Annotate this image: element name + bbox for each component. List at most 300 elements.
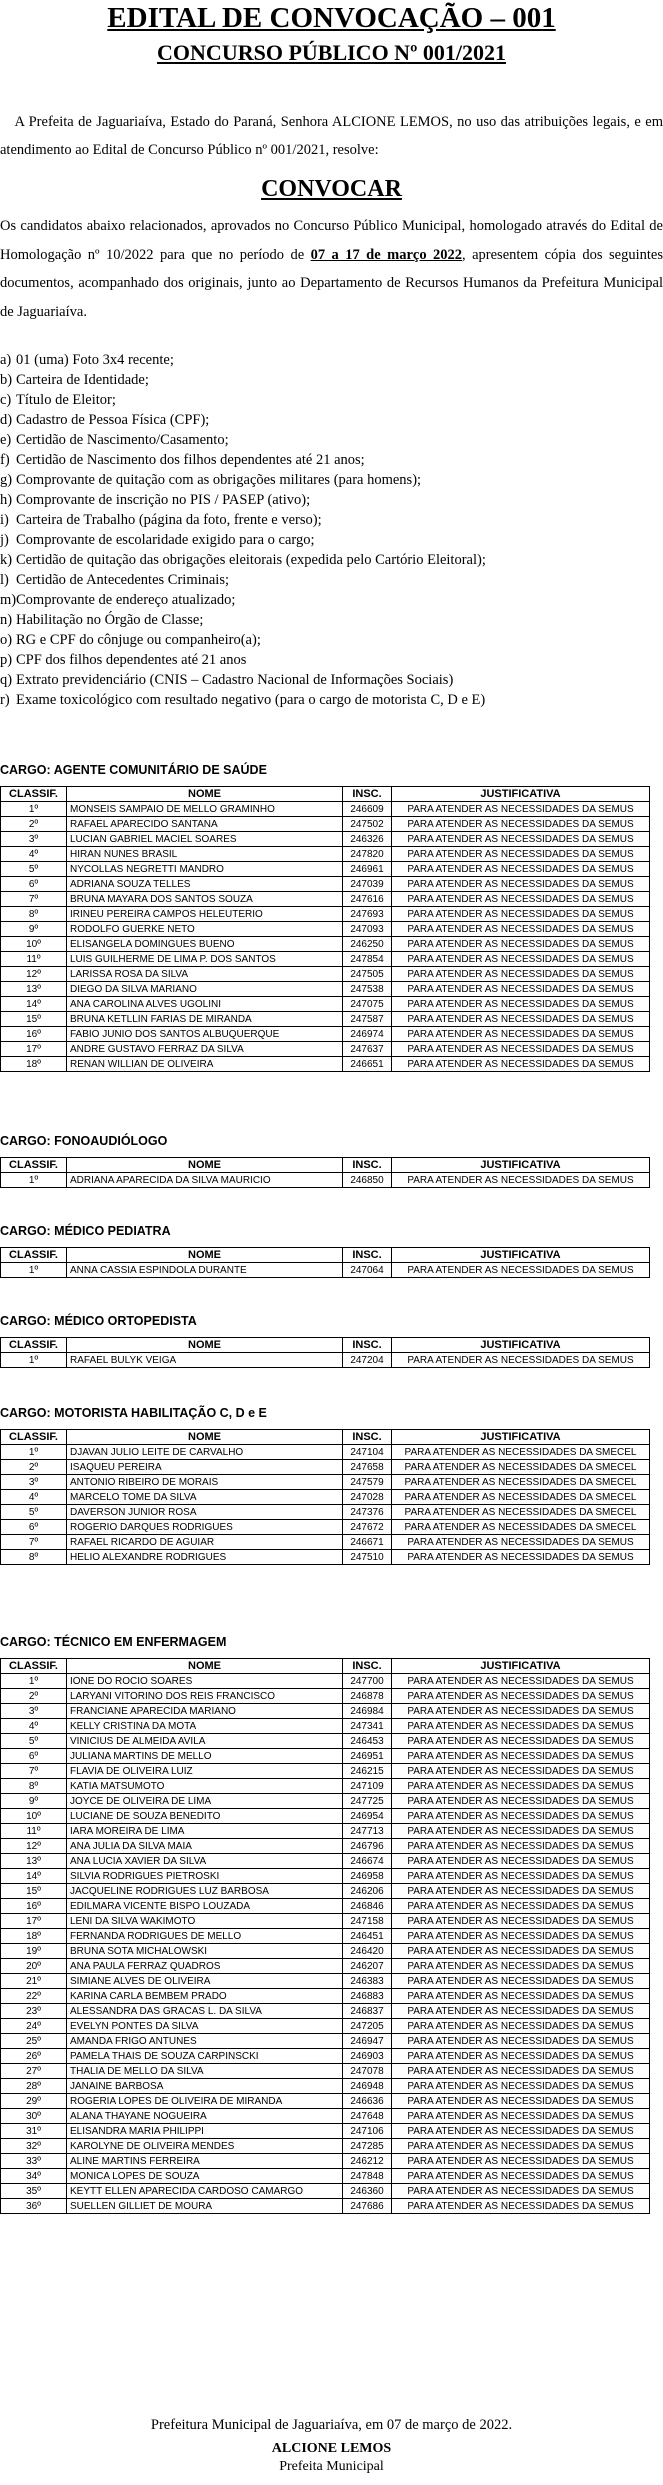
intro-paragraph (0, 108, 663, 164)
document-letter: k) (0, 552, 13, 568)
justificativa-cell: PARA ATENDER AS NECESSIDADES DA SEMUS (392, 1353, 650, 1368)
classif-cell: 10º (1, 1809, 67, 1824)
document-letter: o) (0, 632, 13, 648)
document-letter: e) (0, 432, 12, 448)
cargo-title: CARGO: TÉCNICO EM ENFERMAGEM (0, 1635, 227, 1649)
insc-cell: 247713 (343, 1824, 392, 1839)
classif-cell: 34º (1, 2169, 67, 2184)
insc-cell: 246360 (343, 2184, 392, 2199)
closing-line: Prefeitura Municipal de Jaguariaíva, em 07 de março de 2022. (150, 2417, 513, 2433)
insc-cell: 247376 (343, 1505, 392, 1520)
document-item (0, 450, 663, 470)
justificativa-cell: PARA ATENDER AS NECESSIDADES DA SMECEL (392, 1505, 650, 1520)
column-header: CLASSIF. (1, 1338, 67, 1353)
insc-cell: 247510 (343, 1550, 392, 1565)
insc-cell: 247109 (343, 1779, 392, 1794)
insc-cell: 247078 (343, 2064, 392, 2079)
cargo-title: CARGO: MÉDICO PEDIATRA (0, 1224, 171, 1238)
classif-cell: 13º (1, 1854, 67, 1869)
table-row (1, 1959, 650, 1974)
insc-cell: 247725 (343, 1794, 392, 1809)
table-row (1, 1899, 650, 1914)
classif-cell: 30º (1, 2109, 67, 2124)
insc-cell: 247205 (343, 2019, 392, 2034)
document-letter: l) (0, 572, 9, 588)
classif-cell: 26º (1, 2049, 67, 2064)
justificativa-cell: PARA ATENDER AS NECESSIDADES DA SEMUS (392, 802, 650, 817)
name-cell: ROGERIA LOPES DE OLIVEIRA DE MIRANDA (67, 2094, 343, 2109)
name-cell: HELIO ALEXANDRE RODRIGUES (67, 1550, 343, 1565)
document-item (0, 590, 663, 610)
justificativa-cell: PARA ATENDER AS NECESSIDADES DA SEMUS (392, 1057, 650, 1072)
document-item (0, 570, 663, 590)
table-row (1, 1869, 650, 1884)
insc-cell: 246215 (343, 1764, 392, 1779)
name-cell: FLAVIA DE OLIVEIRA LUIZ (67, 1764, 343, 1779)
table-row (1, 2184, 650, 2199)
document-text: 01 (uma) Foto 3x4 recente; (16, 352, 174, 368)
candidates-table (0, 1658, 650, 2214)
name-cell: ANTONIO RIBEIRO DE MORAIS (67, 1475, 343, 1490)
document-letter: c) (0, 392, 12, 408)
cargo-section (0, 762, 663, 1072)
insc-cell: 246878 (343, 1689, 392, 1704)
name-cell: ANDRE GUSTAVO FERRAZ DA SILVA (67, 1042, 343, 1057)
justificativa-cell: PARA ATENDER AS NECESSIDADES DA SEMUS (392, 1944, 650, 1959)
document-letter: m) (0, 592, 17, 608)
name-cell: JOYCE DE OLIVEIRA DE LIMA (67, 1794, 343, 1809)
insc-cell: 246903 (343, 2049, 392, 2064)
name-cell: RODOLFO GUERKE NETO (67, 922, 343, 937)
document-text: Certidão de Nascimento/Casamento; (16, 432, 229, 448)
cargo-section (0, 1405, 663, 1565)
justificativa-cell: PARA ATENDER AS NECESSIDADES DA SEMUS (392, 2049, 650, 2064)
table-row (1, 1779, 650, 1794)
classif-cell: 28º (1, 2079, 67, 2094)
justificativa-cell: PARA ATENDER AS NECESSIDADES DA SMECEL (392, 1490, 650, 1505)
classif-cell: 25º (1, 2034, 67, 2049)
insc-cell: 246609 (343, 802, 392, 817)
justificativa-cell: PARA ATENDER AS NECESSIDADES DA SEMUS (392, 862, 650, 877)
document-item (0, 670, 663, 690)
justificativa-cell: PARA ATENDER AS NECESSIDADES DA SEMUS (392, 2169, 650, 2184)
document-letter: q) (0, 672, 13, 688)
document-item (0, 370, 663, 390)
insc-cell: 247658 (343, 1460, 392, 1475)
table-row (1, 952, 650, 967)
name-cell: ALANA THAYANE NOGUEIRA (67, 2109, 343, 2124)
justificativa-cell: PARA ATENDER AS NECESSIDADES DA SEMUS (392, 2034, 650, 2049)
classif-cell: 21º (1, 1974, 67, 1989)
justificativa-cell: PARA ATENDER AS NECESSIDADES DA SEMUS (392, 1959, 650, 1974)
insc-cell: 246207 (343, 1959, 392, 1974)
page-subtitle: CONCURSO PÚBLICO Nº 001/2021 (157, 40, 506, 65)
name-cell: ADRIANA SOUZA TELLES (67, 877, 343, 892)
document-text: Extrato previdenciário (CNIS – Cadastro Nacional de Informações Sociais) (16, 672, 454, 688)
name-cell: JANAINE BARBOSA (67, 2079, 343, 2094)
column-header: CLASSIF. (1, 1248, 67, 1263)
insc-cell: 246984 (343, 1704, 392, 1719)
table-row (1, 1674, 650, 1689)
cargo-title: CARGO: AGENTE COMUNITÁRIO DE SAÚDE (0, 763, 267, 777)
justificativa-cell: PARA ATENDER AS NECESSIDADES DA SMECEL (392, 1445, 650, 1460)
signature-name: ALCIONE LEMOS (271, 2441, 392, 2456)
classif-cell: 1º (1, 1674, 67, 1689)
table-row (1, 1974, 650, 1989)
justificativa-cell: PARA ATENDER AS NECESSIDADES DA SEMUS (392, 1042, 650, 1057)
column-header: JUSTIFICATIVA (392, 1338, 650, 1353)
justificativa-cell: PARA ATENDER AS NECESSIDADES DA SEMUS (392, 1027, 650, 1042)
table-row (1, 2094, 650, 2109)
justificativa-cell: PARA ATENDER AS NECESSIDADES DA SEMUS (392, 2109, 650, 2124)
insc-cell: 247505 (343, 967, 392, 982)
candidates-table (0, 1337, 650, 1368)
justificativa-cell: PARA ATENDER AS NECESSIDADES DA SEMUS (392, 1884, 650, 1899)
table-row (1, 907, 650, 922)
table-row (1, 1929, 650, 1944)
document-item (0, 470, 663, 490)
insc-cell: 247093 (343, 922, 392, 937)
justificativa-cell: PARA ATENDER AS NECESSIDADES DA SEMUS (392, 937, 650, 952)
table-row (1, 2049, 650, 2064)
column-header: NOME (67, 1338, 343, 1353)
name-cell: KEYTT ELLEN APARECIDA CARDOSO CAMARGO (67, 2184, 343, 2199)
classif-cell: 23º (1, 2004, 67, 2019)
column-header: CLASSIF. (1, 1659, 67, 1674)
insc-cell: 247637 (343, 1042, 392, 1057)
table-row (1, 1173, 650, 1188)
justificativa-cell: PARA ATENDER AS NECESSIDADES DA SEMUS (392, 1749, 650, 1764)
document-item (0, 430, 663, 450)
classif-cell: 3º (1, 832, 67, 847)
table-row (1, 802, 650, 817)
insc-cell: 246947 (343, 2034, 392, 2049)
table-row (1, 2064, 650, 2079)
justificativa-cell: PARA ATENDER AS NECESSIDADES DA SEMUS (392, 1719, 650, 1734)
classif-cell: 6º (1, 1749, 67, 1764)
name-cell: KELLY CRISTINA DA MOTA (67, 1719, 343, 1734)
name-cell: VINICIUS DE ALMEIDA AVILA (67, 1734, 343, 1749)
insc-cell: 247700 (343, 1674, 392, 1689)
document-letter: g) (0, 472, 13, 488)
classif-cell: 6º (1, 877, 67, 892)
table-header-row (1, 1430, 650, 1445)
table-row (1, 847, 650, 862)
document-text: Comprovante de quitação com as obrigações militares (para homens); (16, 472, 422, 488)
column-header: JUSTIFICATIVA (392, 1659, 650, 1674)
document-text: Habilitação no Órgão de Classe; (16, 612, 204, 628)
document-item (0, 650, 663, 670)
classif-cell: 5º (1, 1505, 67, 1520)
table-row (1, 832, 650, 847)
column-header: INSC. (343, 787, 392, 802)
cargo-title: CARGO: MOTORISTA HABILITAÇÃO C, D e E (0, 1406, 267, 1420)
document-item (0, 390, 663, 410)
name-cell: EDILMARA VICENTE BISPO LOUZADA (67, 1899, 343, 1914)
insc-cell: 246651 (343, 1057, 392, 1072)
name-cell: ANA LUCIA XAVIER DA SILVA (67, 1854, 343, 1869)
justificativa-cell: PARA ATENDER AS NECESSIDADES DA SEMUS (392, 1854, 650, 1869)
justificativa-cell: PARA ATENDER AS NECESSIDADES DA SEMUS (392, 982, 650, 997)
document-letter: f) (0, 452, 10, 468)
cargo-title: CARGO: MÉDICO ORTOPEDISTA (0, 1314, 197, 1328)
table-row (1, 817, 650, 832)
insc-cell: 247820 (343, 847, 392, 862)
insc-cell: 246636 (343, 2094, 392, 2109)
name-cell: LUCIAN GABRIEL MACIEL SOARES (67, 832, 343, 847)
justificativa-cell: PARA ATENDER AS NECESSIDADES DA SEMUS (392, 1869, 650, 1884)
classif-cell: 17º (1, 1914, 67, 1929)
name-cell: LENI DA SILVA WAKIMOTO (67, 1914, 343, 1929)
column-header: NOME (67, 1158, 343, 1173)
document-text: CPF dos filhos dependentes até 21 anos (16, 652, 247, 668)
classif-cell: 3º (1, 1475, 67, 1490)
name-cell: SUELLEN GILLIET DE MOURA (67, 2199, 343, 2214)
classif-cell: 1º (1, 1445, 67, 1460)
table-header-row (1, 787, 650, 802)
classif-cell: 11º (1, 1824, 67, 1839)
name-cell: ANA CAROLINA ALVES UGOLINI (67, 997, 343, 1012)
document-text: Certidão de Nascimento dos filhos dependentes até 21 anos; (16, 452, 365, 468)
table-row (1, 1944, 650, 1959)
intro-text: A Prefeita de Jaguariaíva, Estado do Paraná, Senhora ALCIONE LEMOS, no uso das atribuições legais, e em atendimento ao Edital de Concurso Público nº 001/2021, resolve: (0, 114, 663, 158)
classif-cell: 33º (1, 2154, 67, 2169)
insc-cell: 246206 (343, 1884, 392, 1899)
insc-cell: 246674 (343, 1854, 392, 1869)
justificativa-cell: PARA ATENDER AS NECESSIDADES DA SEMUS (392, 1263, 650, 1278)
name-cell: ISAQUEU PEREIRA (67, 1460, 343, 1475)
classif-cell: 12º (1, 1839, 67, 1854)
cargo-section (0, 1313, 663, 1368)
name-cell: MONICA LOPES DE SOUZA (67, 2169, 343, 2184)
name-cell: MONSEIS SAMPAIO DE MELLO GRAMINHO (67, 802, 343, 817)
classif-cell: 1º (1, 1353, 67, 1368)
insc-cell: 247648 (343, 2109, 392, 2124)
classif-cell: 13º (1, 982, 67, 997)
document-letter: n) (0, 612, 13, 628)
classif-cell: 4º (1, 1719, 67, 1734)
classif-cell: 18º (1, 1057, 67, 1072)
table-row (1, 1689, 650, 1704)
justificativa-cell: PARA ATENDER AS NECESSIDADES DA SEMUS (392, 907, 650, 922)
table-row (1, 1764, 650, 1779)
classif-cell: 1º (1, 1173, 67, 1188)
insc-cell: 246883 (343, 1989, 392, 2004)
document-text: Exame toxicológico com resultado negativo (para o cargo de motorista C, D e E) (16, 692, 486, 708)
column-header: NOME (67, 787, 343, 802)
document-text: Certidão de quitação das obrigações eleitorais (expedida pelo Cartório Eleitoral); (16, 552, 486, 568)
classif-cell: 7º (1, 1764, 67, 1779)
justificativa-cell: PARA ATENDER AS NECESSIDADES DA SEMUS (392, 967, 650, 982)
signature-block (0, 2440, 663, 2476)
name-cell: SILVIA RODRIGUES PIETROSKI (67, 1869, 343, 1884)
candidates-table (0, 1157, 650, 1188)
name-cell: DJAVAN JULIO LEITE DE CARVALHO (67, 1445, 343, 1460)
classif-cell: 15º (1, 1012, 67, 1027)
column-header: NOME (67, 1659, 343, 1674)
insc-cell: 247686 (343, 2199, 392, 2214)
classif-cell: 8º (1, 1550, 67, 1565)
cargo-section (0, 1223, 663, 1278)
insc-cell: 247039 (343, 877, 392, 892)
insc-cell: 246974 (343, 1027, 392, 1042)
justificativa-cell: PARA ATENDER AS NECESSIDADES DA SMECEL (392, 1475, 650, 1490)
justificativa-cell: PARA ATENDER AS NECESSIDADES DA SEMUS (392, 832, 650, 847)
classif-cell: 4º (1, 1490, 67, 1505)
table-row (1, 1490, 650, 1505)
name-cell: LUCIANE DE SOUZA BENEDITO (67, 1809, 343, 1824)
insc-cell: 246326 (343, 832, 392, 847)
name-cell: IONE DO ROCIO SOARES (67, 1674, 343, 1689)
table-row (1, 2109, 650, 2124)
document-text: Carteira de Identidade; (16, 372, 149, 388)
document-item (0, 630, 663, 650)
justificativa-cell: PARA ATENDER AS NECESSIDADES DA SEMUS (392, 1779, 650, 1794)
table-row (1, 1263, 650, 1278)
document-text: Carteira de Trabalho (página da foto, frente e verso); (16, 512, 322, 528)
table-row (1, 1794, 650, 1809)
insc-cell: 246948 (343, 2079, 392, 2094)
justificativa-cell: PARA ATENDER AS NECESSIDADES DA SEMUS (392, 1914, 650, 1929)
insc-cell: 247616 (343, 892, 392, 907)
name-cell: HIRAN NUNES BRASIL (67, 847, 343, 862)
table-row (1, 1914, 650, 1929)
table-header-row (1, 1338, 650, 1353)
document-item (0, 510, 663, 530)
signature-role: Prefeita Municipal (279, 2459, 384, 2474)
classif-cell: 16º (1, 1027, 67, 1042)
justificativa-cell: PARA ATENDER AS NECESSIDADES DA SEMUS (392, 1704, 650, 1719)
insc-cell: 247693 (343, 907, 392, 922)
insc-cell: 246961 (343, 862, 392, 877)
document-letter: a) (0, 352, 12, 368)
justificativa-cell: PARA ATENDER AS NECESSIDADES DA SEMUS (392, 1674, 650, 1689)
name-cell: MARCELO TOME DA SILVA (67, 1490, 343, 1505)
justificativa-cell: PARA ATENDER AS NECESSIDADES DA SEMUS (392, 1824, 650, 1839)
table-row (1, 937, 650, 952)
table-row (1, 1520, 650, 1535)
classif-cell: 6º (1, 1520, 67, 1535)
insc-cell: 247587 (343, 1012, 392, 1027)
justificativa-cell: PARA ATENDER AS NECESSIDADES DA SEMUS (392, 2064, 650, 2079)
justificativa-cell: PARA ATENDER AS NECESSIDADES DA SEMUS (392, 922, 650, 937)
name-cell: IARA MOREIRA DE LIMA (67, 1824, 343, 1839)
name-cell: DAVERSON JUNIOR ROSA (67, 1505, 343, 1520)
insc-cell: 247538 (343, 982, 392, 997)
document-text: Comprovante de inscrição no PIS / PASEP (ativo); (16, 492, 311, 508)
column-header: JUSTIFICATIVA (392, 787, 650, 802)
name-cell: ALINE MARTINS FERREIRA (67, 2154, 343, 2169)
column-header: INSC. (343, 1659, 392, 1674)
justificativa-cell: PARA ATENDER AS NECESSIDADES DA SEMUS (392, 847, 650, 862)
table-row (1, 967, 650, 982)
insc-cell: 247064 (343, 1263, 392, 1278)
document-text: Certidão de Antecedentes Criminais; (16, 572, 230, 588)
table-row (1, 1989, 650, 2004)
classif-cell: 14º (1, 1869, 67, 1884)
document-letter: h) (0, 492, 13, 508)
name-cell: BRUNA SOTA MICHALOWSKI (67, 1944, 343, 1959)
table-row (1, 1535, 650, 1550)
table-row (1, 1042, 650, 1057)
body-paragraph (0, 212, 663, 326)
column-header: CLASSIF. (1, 1158, 67, 1173)
name-cell: IRINEU PEREIRA CAMPOS HELEUTERIO (67, 907, 343, 922)
classif-cell: 15º (1, 1884, 67, 1899)
insc-cell: 247848 (343, 2169, 392, 2184)
column-header: INSC. (343, 1248, 392, 1263)
document-item (0, 350, 663, 370)
name-cell: ALESSANDRA DAS GRACAS L. DA SILVA (67, 2004, 343, 2019)
justificativa-cell: PARA ATENDER AS NECESSIDADES DA SEMUS (392, 1689, 650, 1704)
insc-cell: 247672 (343, 1520, 392, 1535)
document-item (0, 490, 663, 510)
justificativa-cell: PARA ATENDER AS NECESSIDADES DA SEMUS (392, 2004, 650, 2019)
name-cell: PAMELA THAIS DE SOUZA CARPINSCKI (67, 2049, 343, 2064)
justificativa-cell: PARA ATENDER AS NECESSIDADES DA SEMUS (392, 1173, 650, 1188)
classif-cell: 32º (1, 2139, 67, 2154)
justificativa-cell: PARA ATENDER AS NECESSIDADES DA SEMUS (392, 1974, 650, 1989)
insc-cell: 246212 (343, 2154, 392, 2169)
justificativa-cell: PARA ATENDER AS NECESSIDADES DA SMECEL (392, 1520, 650, 1535)
classif-cell: 5º (1, 862, 67, 877)
column-header: JUSTIFICATIVA (392, 1158, 650, 1173)
classif-cell: 35º (1, 2184, 67, 2199)
table-row (1, 2199, 650, 2214)
justificativa-cell: PARA ATENDER AS NECESSIDADES DA SEMUS (392, 1989, 650, 2004)
justificativa-cell: PARA ATENDER AS NECESSIDADES DA SEMUS (392, 1809, 650, 1824)
document-item (0, 610, 663, 630)
table-header-row (1, 1158, 650, 1173)
table-header-row (1, 1248, 650, 1263)
name-cell: RAFAEL APARECIDO SANTANA (67, 817, 343, 832)
justificativa-cell: PARA ATENDER AS NECESSIDADES DA SEMUS (392, 877, 650, 892)
justificativa-cell: PARA ATENDER AS NECESSIDADES DA SEMUS (392, 2199, 650, 2214)
cargo-title: CARGO: FONOAUDIÓLOGO (0, 1134, 168, 1148)
classif-cell: 10º (1, 937, 67, 952)
name-cell: KAROLYNE DE OLIVEIRA MENDES (67, 2139, 343, 2154)
insc-cell: 247075 (343, 997, 392, 1012)
insc-cell: 247028 (343, 1490, 392, 1505)
classif-cell: 27º (1, 2064, 67, 2079)
insc-cell: 247502 (343, 817, 392, 832)
period-highlight: 07 a 17 de março 2022 (310, 246, 463, 263)
column-header: NOME (67, 1430, 343, 1445)
justificativa-cell: PARA ATENDER AS NECESSIDADES DA SEMUS (392, 2154, 650, 2169)
classif-cell: 3º (1, 1704, 67, 1719)
table-row (1, 1445, 650, 1460)
classif-cell: 24º (1, 2019, 67, 2034)
table-row (1, 1839, 650, 1854)
classif-cell: 16º (1, 1899, 67, 1914)
table-row (1, 2139, 650, 2154)
column-header: INSC. (343, 1430, 392, 1445)
table-row (1, 1550, 650, 1565)
justificativa-cell: PARA ATENDER AS NECESSIDADES DA SEMUS (392, 2094, 650, 2109)
table-row (1, 1809, 650, 1824)
table-row (1, 877, 650, 892)
justificativa-cell: PARA ATENDER AS NECESSIDADES DA SEMUS (392, 1794, 650, 1809)
insc-cell: 246850 (343, 1173, 392, 1188)
name-cell: ELISANDRA MARIA PHILIPPI (67, 2124, 343, 2139)
insc-cell: 247158 (343, 1914, 392, 1929)
insc-cell: 247285 (343, 2139, 392, 2154)
column-header: CLASSIF. (1, 1430, 67, 1445)
table-row (1, 2079, 650, 2094)
name-cell: FRANCIANE APARECIDA MARIANO (67, 1704, 343, 1719)
table-row (1, 2034, 650, 2049)
table-row (1, 997, 650, 1012)
